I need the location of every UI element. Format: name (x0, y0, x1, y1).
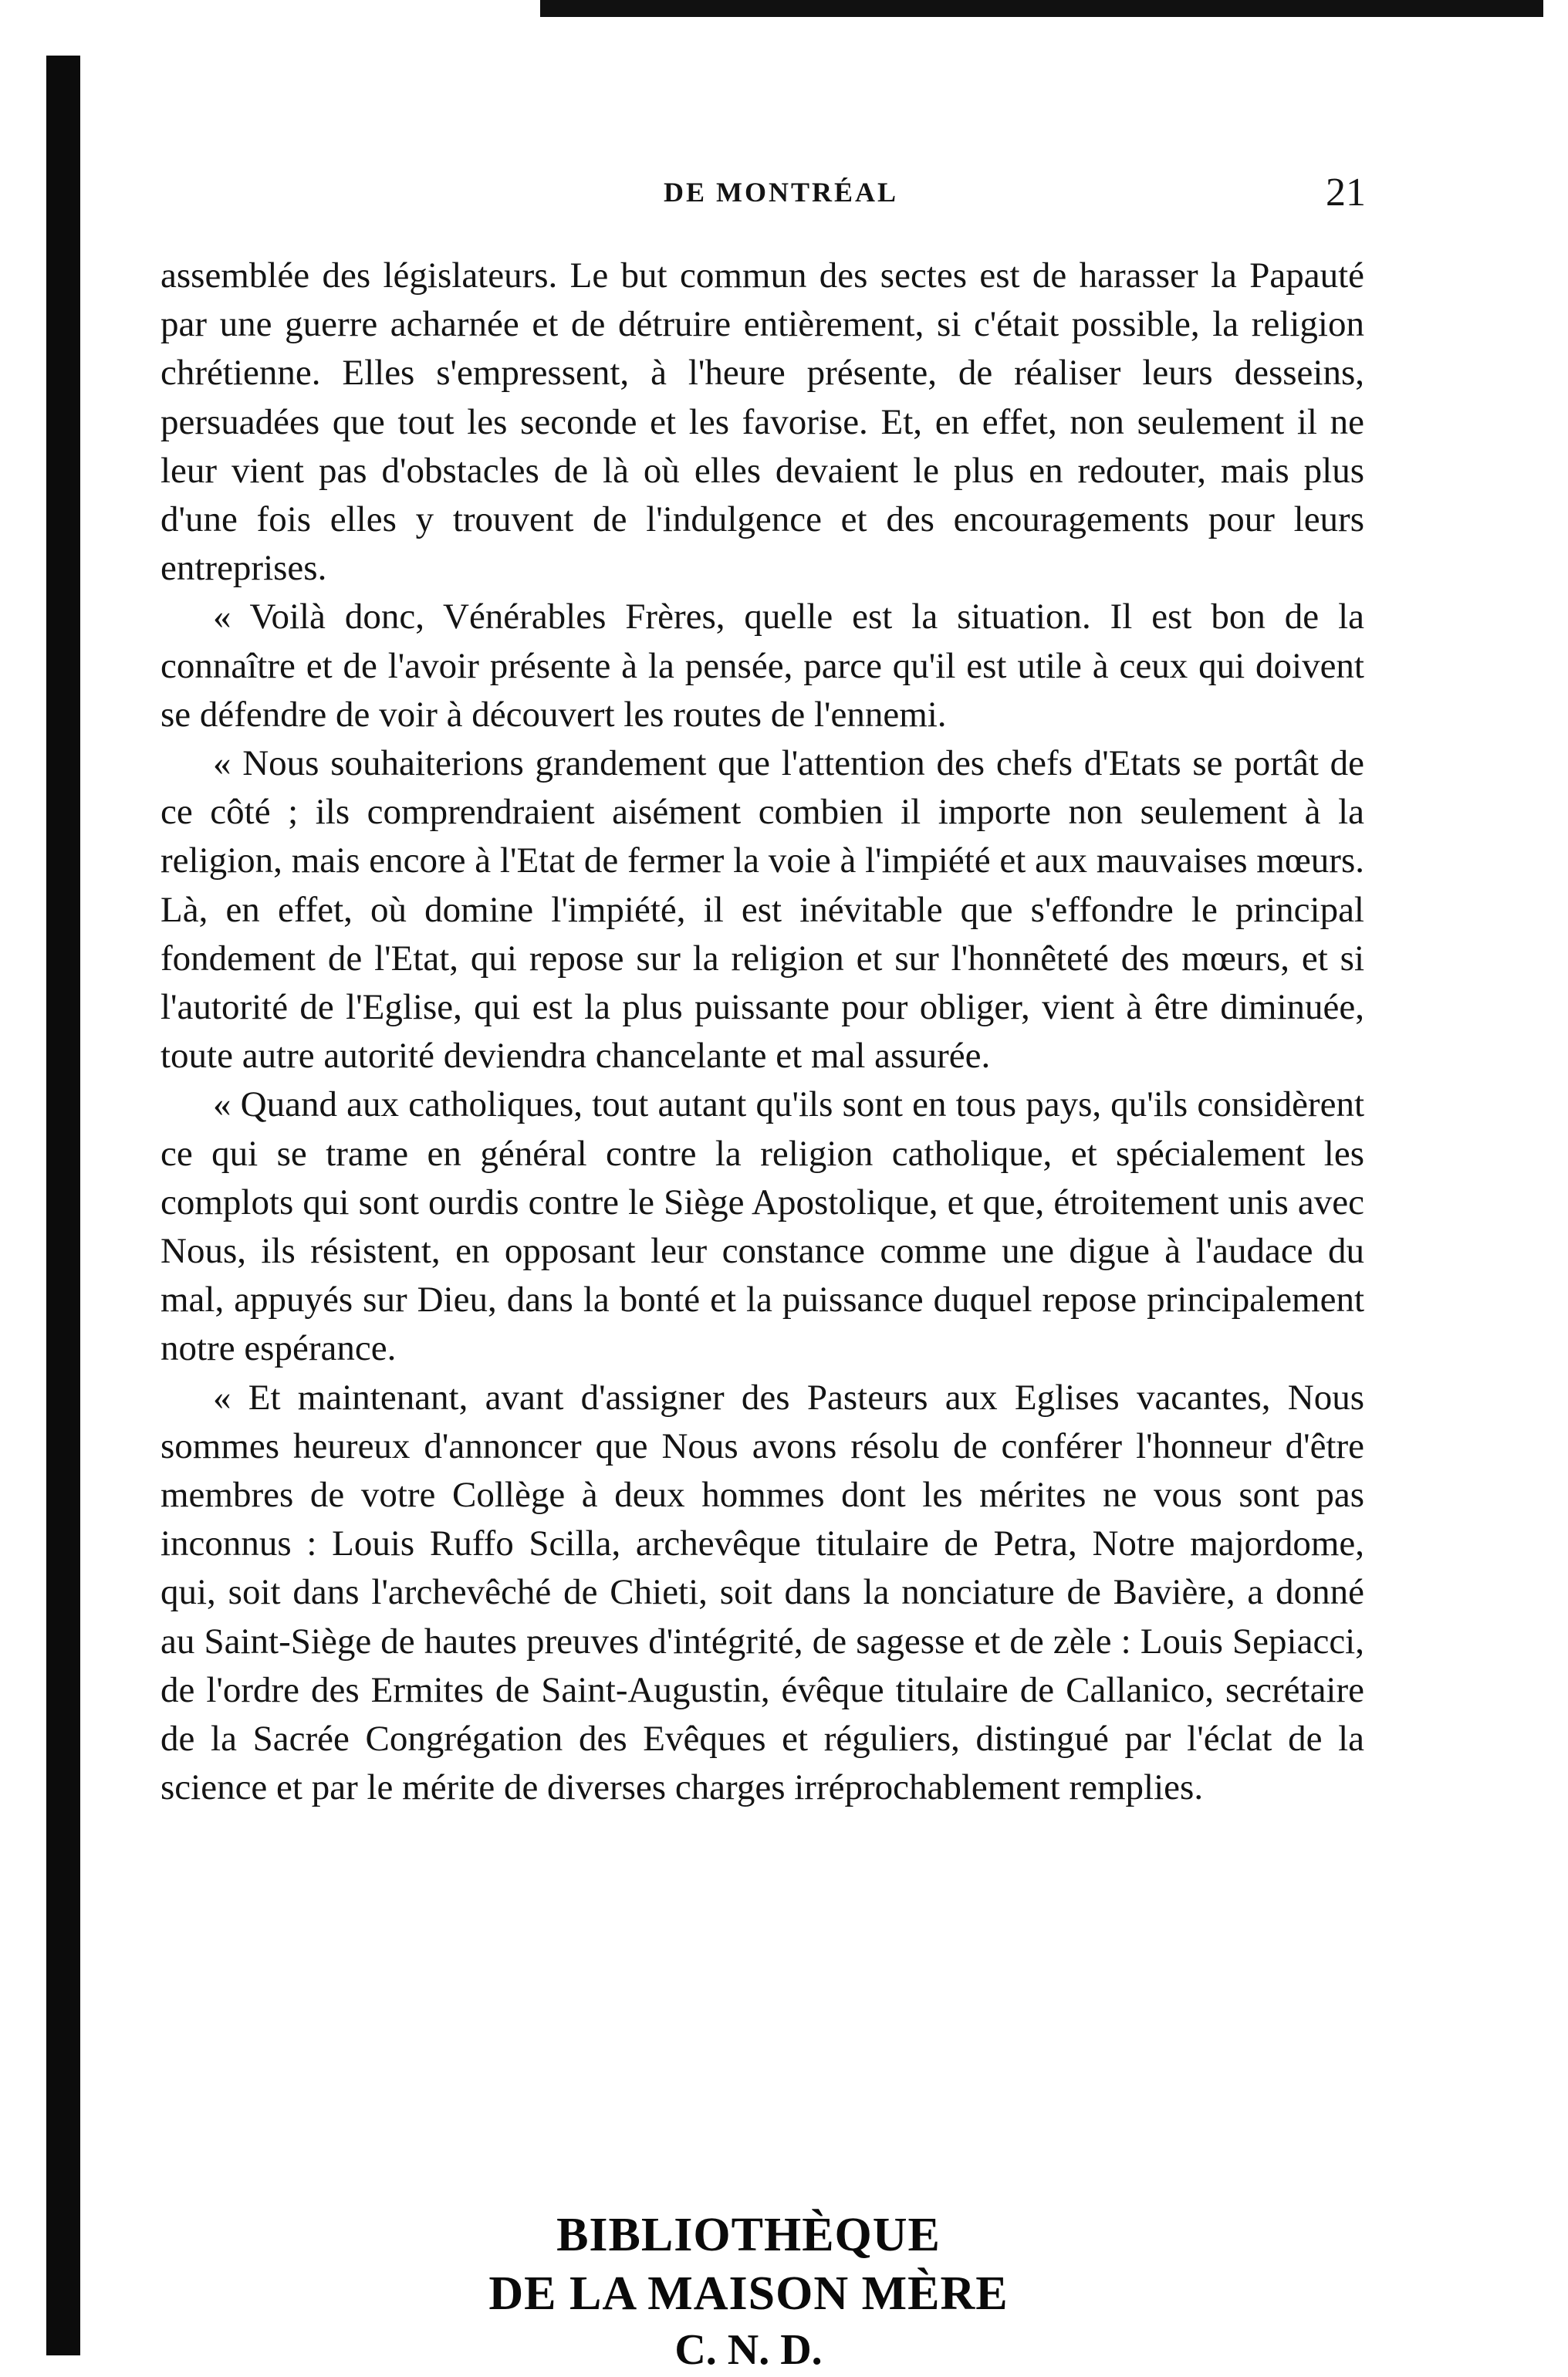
top-border-rule (540, 0, 1543, 17)
stamp-line: BIBLIOTHÈQUE (556, 2209, 941, 2261)
library-stamp (340, 2206, 1157, 2377)
paragraph: « Quand aux catholiques, tout autant qu'ils sont en tous pays, qu'ils considèrent ce qui se trame en général contre la religion catholique, et spécialement les complots qui sont ourdis contre le Siège Apostolique, et que, étroitement unis avec Nous, ils résistent, en opposant leur constance comme une digue à l'audace du mal, appuyés sur Dieu, dans la bonté et la puissance duquel repose principalement notre espérance. (161, 1084, 1364, 1369)
paragraph: « Voilà donc, Vénérables Frères, quelle est la situation. Il est bon de la connaître et de l'avoir présente à la pensée, parce qu'il est utile à ceux qui doivent se défendre de voir à découvert les routes de l'ennemi. (161, 597, 1364, 735)
paragraph: « Nous souhaiterions grandement que l'attention des chefs d'Etats se portât de ce côté ; ils comprendraient aisément combien il importe non seulement à la religion, mais encore à l'Etat de fermer la voie à l'impiété et aux mauvaises mœurs. Là, en effet, où domine l'impiété, il est inévitable que s'effondre le principal fondement de l'Etat, qui repose sur la religion et sur l'honnêteté des mœurs, et si l'autorité de l'Eglise, qui est la plus puissante pour obliger, vient à être diminuée, toute autre autorité deviendra chancelante et mal assurée. (161, 743, 1364, 1077)
paragraph: « Et maintenant, avant d'assigner des Pasteurs aux Eglises vacantes, Nous sommes heureux d'annoncer que Nous avons résolu de conférer l'honneur d'être membres de votre Collège à deux hommes dont les mérites ne vous sont pas inconnus : Louis Ruffo Scilla, archevêque titulaire de Petra, Notre majordome, qui, soit dans l'archevêché de Chieti, soit dans la nonciature de Bavière, a donné au Saint-Siège de hautes preuves d'intégrité, de sagesse et de zèle : Louis Sepiacci, de l'ordre des Ermites de Saint-Augustin, évêque titulaire de Callanico, secrétaire de la Sacrée Congrégation des Evêques et réguliers, distingué par l'éclat de la science et par le mérite de diverses charges irréprochablement remplies. (161, 1377, 1364, 1808)
paragraph: assemblée des législateurs. Le but commun des sectes est de harasser la Papauté par une guerre acharnée et de détruire entièrement, si c'était possible, la religion chrétienne. Elles s'empressent, à l'heure présente, de réaliser leurs desseins, persuadées que tout les seconde et les favorise. Et, en effet, non seulement il ne leur vient pas d'obstacles de là où elles devaient le plus en redouter, mais plus d'une fois elles y trouvent de l'indulgence et des encouragements pour leurs entreprises. (161, 255, 1364, 589)
left-scan-edge (46, 56, 80, 2355)
running-title: DE MONTRÉAL (664, 177, 899, 208)
page-header (154, 171, 1366, 230)
body-text (161, 252, 1364, 1813)
stamp-line: DE LA MAISON MÈRE (488, 2267, 1009, 2320)
page-number: 21 (1326, 171, 1366, 215)
stamp-line: C. N. D. (674, 2326, 823, 2374)
